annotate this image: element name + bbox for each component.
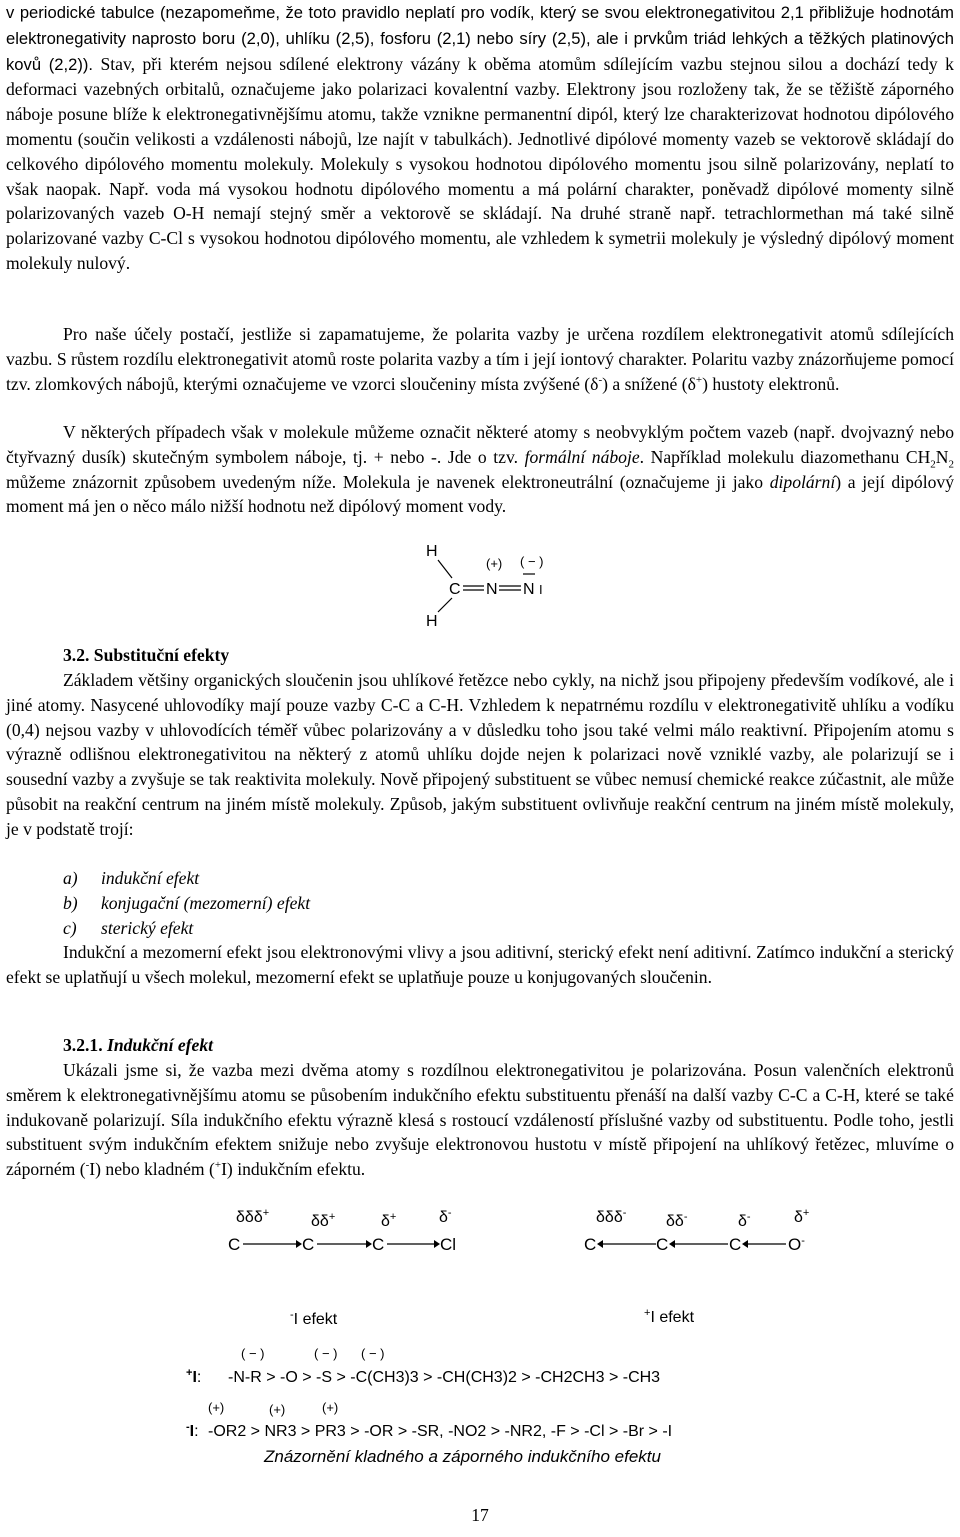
partial-charge: δδ+: [311, 1211, 336, 1230]
list-item: [63, 916, 310, 941]
atom-h-top: H: [426, 543, 438, 560]
list-label: a): [63, 868, 78, 888]
text-line: prvkům triád lehkých a těžkých platinových kovů (2,2)).: [6, 28, 955, 74]
paragraph-additivity: [6, 940, 954, 990]
charge-plus: (+): [486, 556, 503, 571]
text-run: ) hustoty elektronů.: [702, 373, 840, 394]
effect-label: -I efekt: [290, 1309, 338, 1328]
text-run: Indukční a mezomerní efekt jsou elektronovými vlivy a jsou aditivní, sterický efekt není aditivní. Zatímco indukční a sterický efekt se uplatňují u všech molekul, mezomerní efekt se uplatňuje pouze u konjugovaných sloučenin.: [6, 942, 954, 987]
atom-n2: N: [523, 581, 535, 598]
series-text: -N-R > -O > -S > -C(CH3)3 > -CH(CH3)2 > -CH2CH3 > -CH3: [228, 1369, 661, 1386]
list-item: [63, 891, 310, 916]
paragraph-polarity: [6, 322, 954, 396]
text-run: ) a její dipólový moment má jen o něco málo nižší hodnotu než dipólový moment vody.: [6, 471, 954, 517]
text-run: Základem většiny organických sloučenin jsou uhlíkové řetězce nebo cykly, na nichž jsou připojeny především vodíkové, ale i jiné atomy. Nasycené uhlovodíky mají pouze vazby C-C a C-H. Vzhledem k nepatrnému rozdílu v elektronegativitě uhlíku a vodíku (0,4) nejsou vazby v uhlovodících téměř vůbec polarizovány a v důsledku toho jsou také velmi málo reaktivní. Připojením atomu s výrazně odlišnou elektronegativitou na některý z atomů uhlíku dojde nejen k polarizaci nově vzniklé vazby, ale polarizují se i sousední vazby a zvyšuje se tak reaktivita molekuly. Nově připojený substituent se vůbec nemusí chemické reakce zúčastnit, ale může působit na reakční centrum na jiném místě molekuly. Způsob, jakým substituent ovlivňuje reakční centrum na jiném místě molekuly, je v podstatě trojí:: [6, 670, 954, 839]
text-run: . Například molekulu diazomethanu CH: [639, 446, 931, 467]
arrow-head: [742, 1240, 748, 1248]
list-text: konjugační (mezomerní) efekt: [101, 892, 311, 913]
plus-i-series: [186, 1346, 660, 1386]
atom: C: [656, 1235, 669, 1254]
partial-charge: δδδ+: [236, 1207, 270, 1226]
formal-charge: (+): [322, 1400, 339, 1415]
list-text: indukční efekt: [101, 868, 200, 888]
superscript: +: [214, 1159, 222, 1172]
atom-h-bottom: H: [426, 613, 438, 630]
charge-minus: ( − ): [520, 554, 544, 569]
effect-label: +I efekt: [644, 1307, 695, 1326]
atom: Cl: [440, 1235, 457, 1254]
text-line: Stav, při kterém nejsou sdílené elektrony vázány: [93, 53, 461, 74]
diazomethane-structure: [410, 540, 580, 630]
superscript: -: [598, 373, 603, 386]
partial-charge: δ+: [381, 1211, 397, 1230]
partial-charge: δδδ-: [596, 1207, 627, 1226]
list-label: c): [63, 917, 77, 938]
superscript: +: [695, 373, 703, 386]
formal-charge: (+): [208, 1400, 225, 1415]
paragraph-inductive: [6, 1058, 954, 1182]
text-run: Ukázali jsme si, že vazba mezi dvěma atomy s rozdílnou elektronegativitou je polarizována. Posun valenčních elektronů směrem k elektronegativnějšímu atomu se působením indukčního efektu substituentu přenáší na další vazby C-C a C-H, které se také indukovaně polarizují. Síla indukčního efektu výrazně klesá s rostoucí vzdáleností příslušné vazby od substituentu. Podle toho, jestli substituent svým indukčním efektem snižuje nebo zvyšuje elektronovou hustotu v místě připojení na uhlíkový řetězec, mluvíme o záporném (: [6, 1060, 954, 1180]
minus-i-series: [186, 1400, 672, 1440]
emphasis: dipolární: [769, 471, 836, 492]
bond-ch-top: [438, 560, 452, 578]
text-run: I) nebo kladném (: [89, 1159, 215, 1180]
text-run: můžeme znázornit způsobem uvedeným níže. Molekula je navenek elektroneutrální (označujeme ji jako: [6, 471, 770, 492]
subscript: 2: [930, 458, 936, 471]
minus-i-chain: [228, 1207, 456, 1328]
text-line: v periodické tabulce (nezapomeňme, že toto pravidlo neplatí pro vodík, který se svou elektronegativitou 2,1: [6, 3, 804, 22]
series-label: -I:: [186, 1421, 199, 1440]
heading-number: 3.2.1.: [63, 1035, 107, 1055]
list-label: b): [63, 892, 78, 913]
partial-charge: δ-: [738, 1211, 751, 1230]
series-label: +I:: [186, 1367, 202, 1386]
lone-pair: I: [539, 582, 543, 597]
heading-text: Indukční efekt: [106, 1035, 214, 1055]
section-heading-3-2-1: [6, 1033, 213, 1058]
effects-list: [6, 866, 310, 940]
figure-caption: Znázornění kladného a záporného indukčního efektu: [264, 1447, 661, 1466]
atom: O-: [788, 1235, 805, 1254]
bond-ch-bottom: [438, 598, 452, 612]
formal-charge: ( − ): [314, 1346, 338, 1361]
series-text: -OR2 > NR3 > PR3 > -OR > -SR, -NO2 > -NR2, -F > -Cl > -Br > -I: [208, 1423, 673, 1440]
atom: C: [228, 1235, 241, 1254]
plus-i-chain: [584, 1207, 809, 1326]
atom: C: [302, 1235, 315, 1254]
partial-charge: δ+: [794, 1207, 810, 1226]
partial-charge: δδ-: [666, 1211, 688, 1230]
text-line: přibližuje hodnotám elektronegativity naprosto boru (2,0), uhlíku (2,5), fosforu (2,1) nebo síry (2,5), ale i: [6, 3, 954, 48]
atom: C: [584, 1235, 597, 1254]
paragraph-polarization: [6, 0, 954, 276]
emphasis: formální náboje: [524, 446, 640, 467]
formal-charge: (+): [269, 1402, 286, 1417]
subscript: 2: [948, 458, 955, 471]
atom: C: [372, 1235, 385, 1254]
superscript: -: [85, 1159, 90, 1172]
text-run: I) indukčním efektu.: [221, 1159, 366, 1180]
atom-c: C: [449, 581, 461, 598]
inductive-effect-figure: [156, 1200, 856, 1470]
text-run: Pro naše účely postačí, jestliže si zapamatujeme, že polarita vazby je určena rozdílem elektronegativit atomů sdílejících vazbu. S růstem rozdílu elektronegativit atomů roste polarita vazby a tím i její iontový charakter. Polaritu vazby znázorňujeme pomocí tzv. zlomkových nábojů, kterými označujeme ve vzorci sloučeniny místa zvýšené (δ: [6, 324, 954, 394]
arrow-head: [669, 1240, 675, 1248]
paragraph-substituent-effects: [6, 668, 954, 842]
text-run: ) a snížené (δ: [602, 373, 696, 394]
page-number: 17: [471, 1505, 489, 1525]
text-run: N: [935, 446, 949, 467]
formal-charge: ( − ): [361, 1346, 385, 1361]
list-item: [63, 866, 310, 891]
paragraph-formal-charges: [6, 420, 954, 519]
arrow-head: [597, 1240, 603, 1248]
partial-charge: δ-: [439, 1207, 452, 1226]
text-run: V některých případech však v molekule můžeme označit některé atomy s neobvyklým počtem vazeb (např. dvojvazný nebo čtyřvazný dusík) skutečným symbolem náboje, tj. + nebo -. Jde o tzv.: [6, 422, 954, 467]
formal-charge: ( − ): [241, 1346, 265, 1361]
paragraph-body: k oběma atomům sdílejícím vazbu stejnou silou a dochází tedy k deformaci vazebných orbitalů, označujeme jako polarizaci kovalentní vazby. Elektrony jsou rozloženy tak, že se těžiště záporného náboje posune blíže k elektronegativnějšímu atomu, takže vznikne permanentní dipól, který lze charakterizovat hodnotou dipólového momentu (součin velikosti a vzdálenosti nábojů, lze najít v tabulkách). Jednotlivé dipólové momenty vazeb se vektorově skládají do celkového dipólového momentu molekuly. Molekuly s vysokou hodnotou dipólového momentu jsou silně polarizovány, neplatí to však naopak. Např. voda má vysokou hodnotu dipólového momentu a má polární charakter, poněvadž dipólové momenty silně polarizovaných vazeb O-H nemají stejný směr a vektorově se skládají. Na druhé straně např. tetrachlormethan má také silně polarizované vazby C-Cl s vysokou hodnotou dipólového momentu, ale vzhledem k symetrii molekuly je výsledný dipólový moment molekuly nulový.: [6, 53, 954, 273]
list-text: sterický efekt: [101, 917, 194, 938]
atom-n1: N: [486, 581, 498, 598]
atom: C: [729, 1235, 742, 1254]
section-heading-3-2: 3.2. Substituční efekty: [63, 645, 230, 665]
